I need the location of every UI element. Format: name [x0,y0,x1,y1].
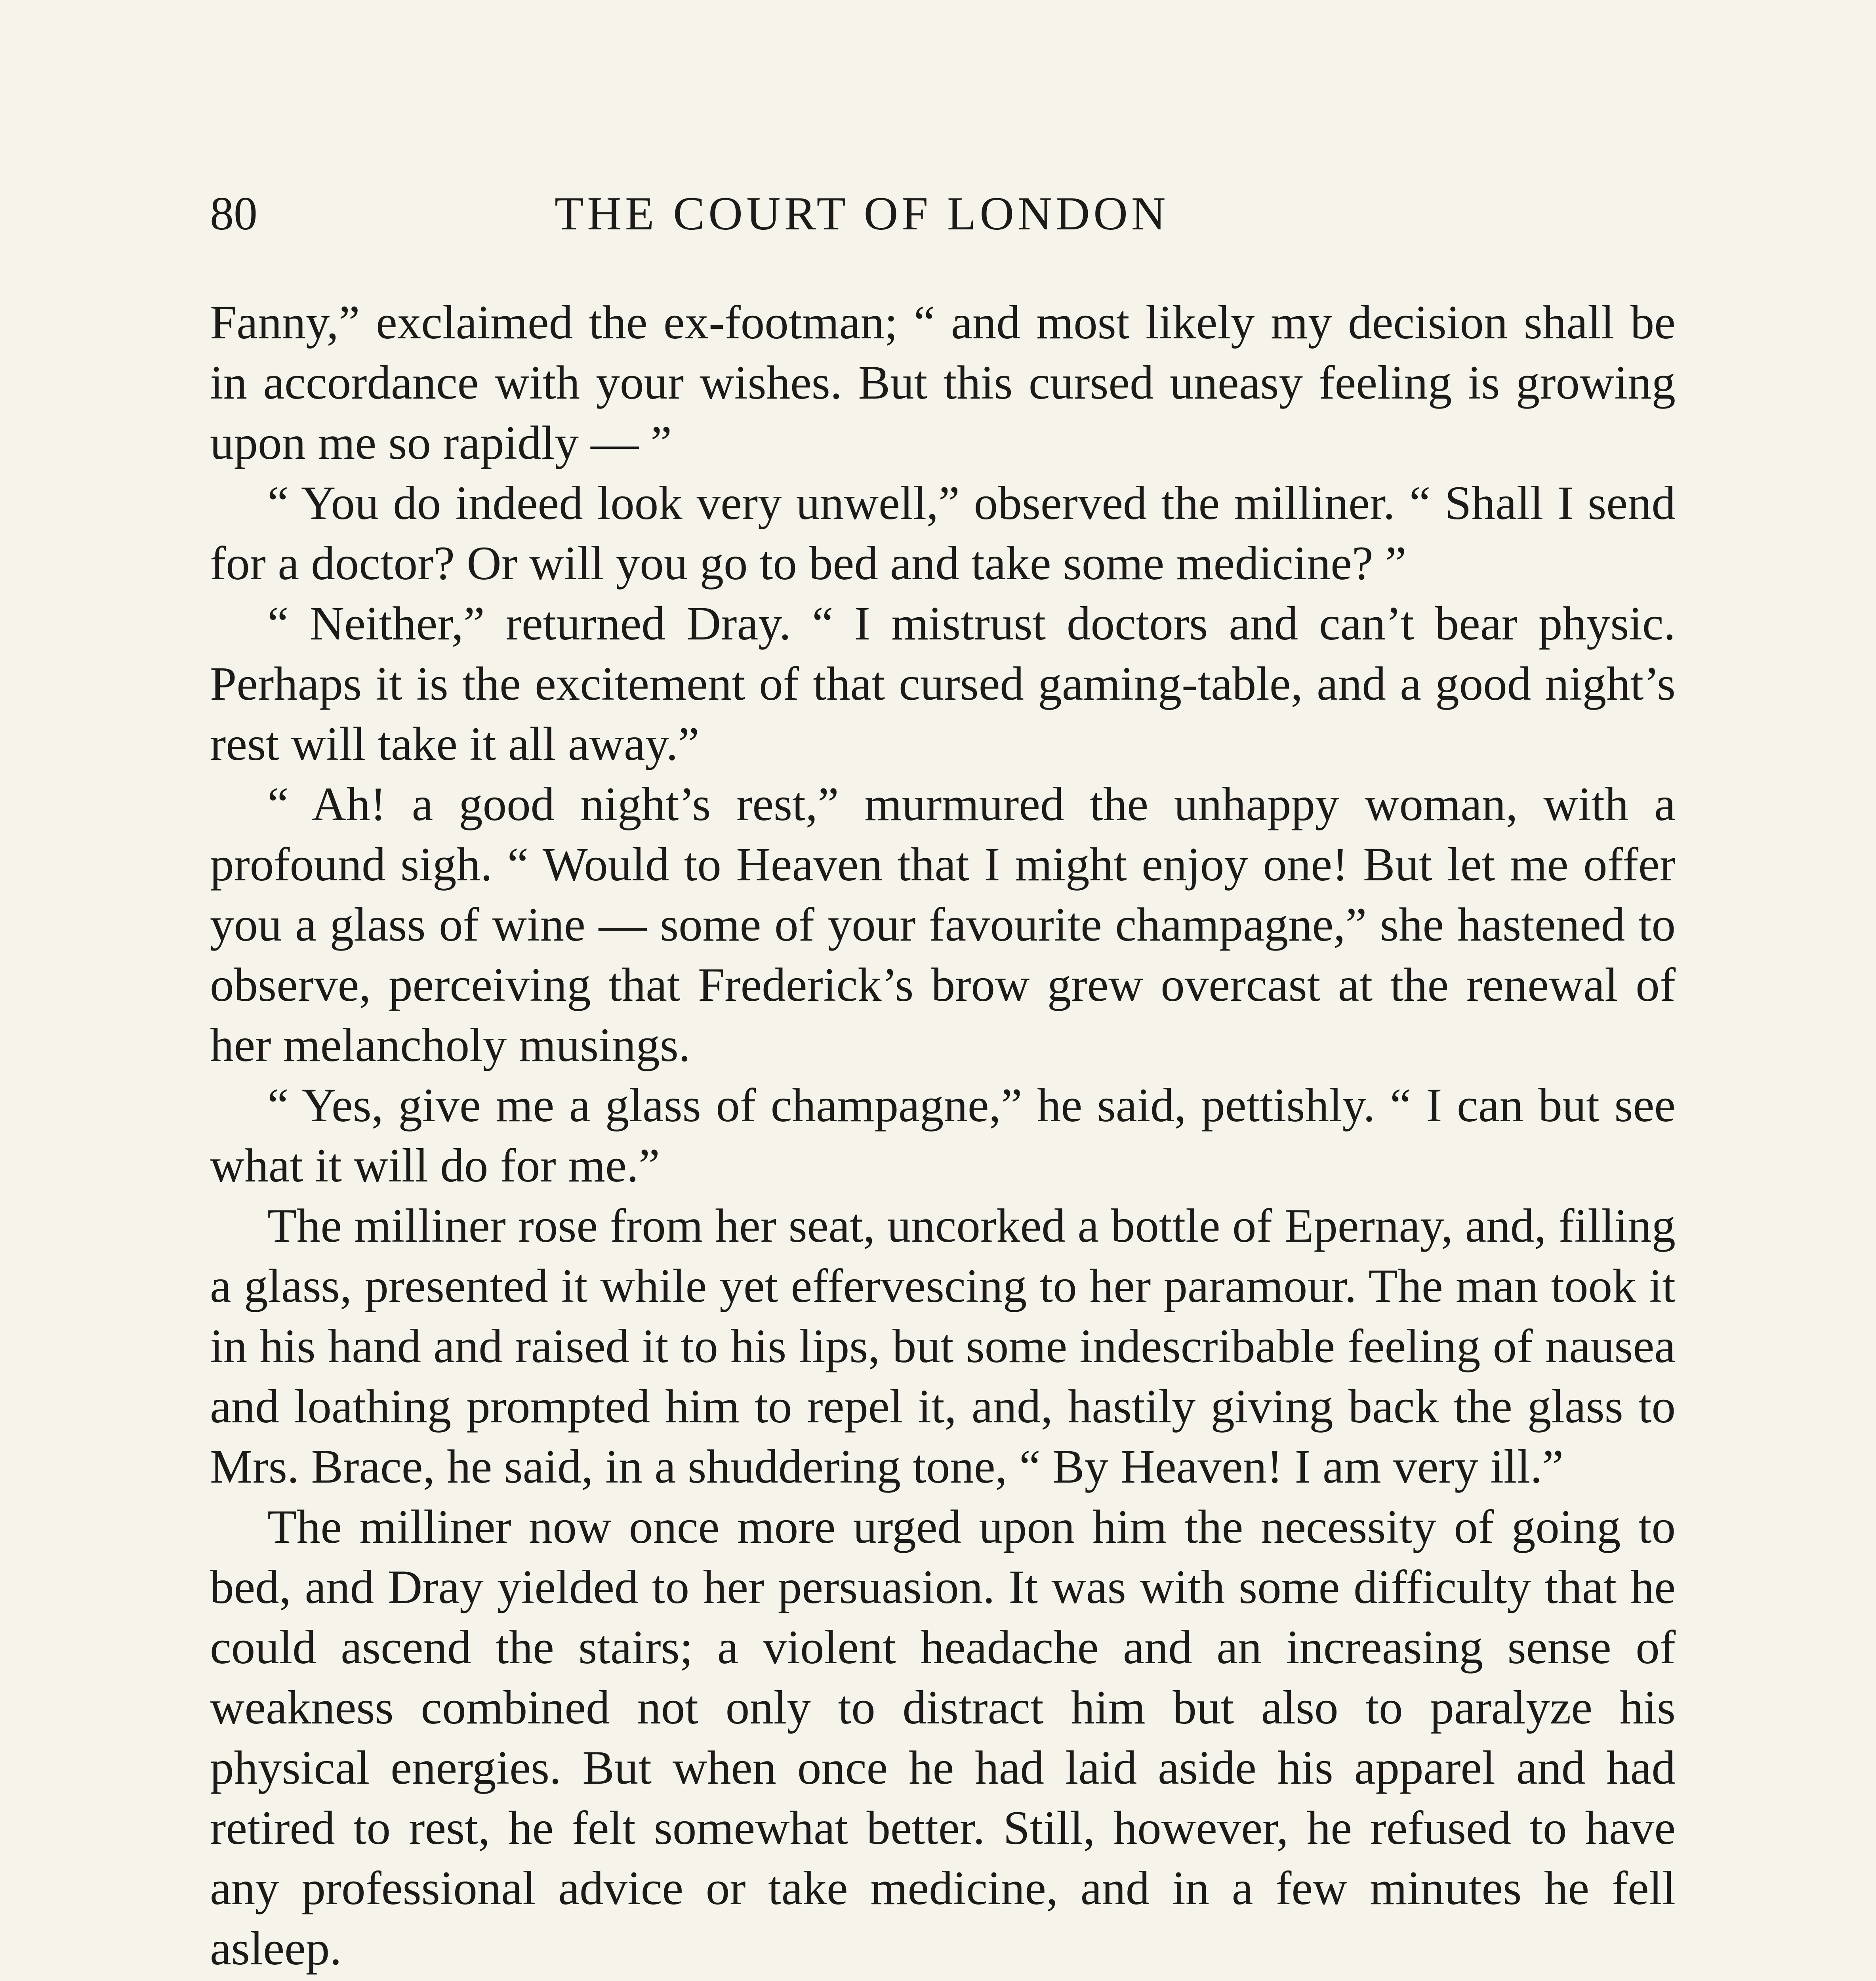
paragraph: The milliner now once more urged upon him the necessity of going to bed, and Dray yielded to her persuasion. It was with some difficulty that he could ascend the stairs; a violent headache and an increasing sense of weakness combined not only to distract him but also to paralyze his physical energies. But when once he had laid aside his apparel and had retired to rest, he felt somewhat better. Still, however, he refused to have any professional advice or take medicine, and in a few minutes he fell asleep. [210,1500,1676,1975]
paragraph: “ Yes, give me a glass of champagne,” he said, pettishly. “ I can but see what it will do for me.” [210,1079,1676,1192]
paragraph: “ You do indeed look very unwell,” observed the milliner. “ Shall I send for a doctor? Or will you go to bed and take some medicine? ” [210,477,1676,590]
body-text [210,292,1676,1981]
running-head: THE COURT OF LONDON [555,187,1169,240]
paragraph: The milliner rose from her seat, uncorked a bottle of Epernay, and, filling a glass, presented it while yet effervescing to her paramour. The man took it in his hand and raised it to his lips, but some indescribable feeling of nausea and loathing prompted him to repel it, and, hastily giving back the glass to Mrs. Brace, he said, in a shuddering tone, “ By Heaven! I am very ill.” [210,1199,1676,1493]
paragraph: “ Neither,” returned Dray. “ I mistrust doctors and can’t bear physic. Perhaps it is the excitement of that cursed gaming-table, and a good night’s rest will take it all away.” [210,597,1676,771]
page-number: 80 [210,187,257,240]
paragraph: “ Ah! a good night’s rest,” murmured the unhappy woman, with a profound sigh. “ Would to Heaven that I might enjoy one! But let me offer you a glass of wine — some of your favourite champagne,” she hastened to observe, perceiving that Frederick’s brow grew overcast at the renewal of her melancholy musings. [210,778,1676,1072]
paragraph: Fanny,” exclaimed the ex-footman; “ and most likely my decision shall be in accordance with your wishes. But this cursed uneasy feeling is growing upon me so rapidly — ” [210,296,1676,469]
paragraph [210,1979,1676,1981]
page-header [210,186,1676,265]
